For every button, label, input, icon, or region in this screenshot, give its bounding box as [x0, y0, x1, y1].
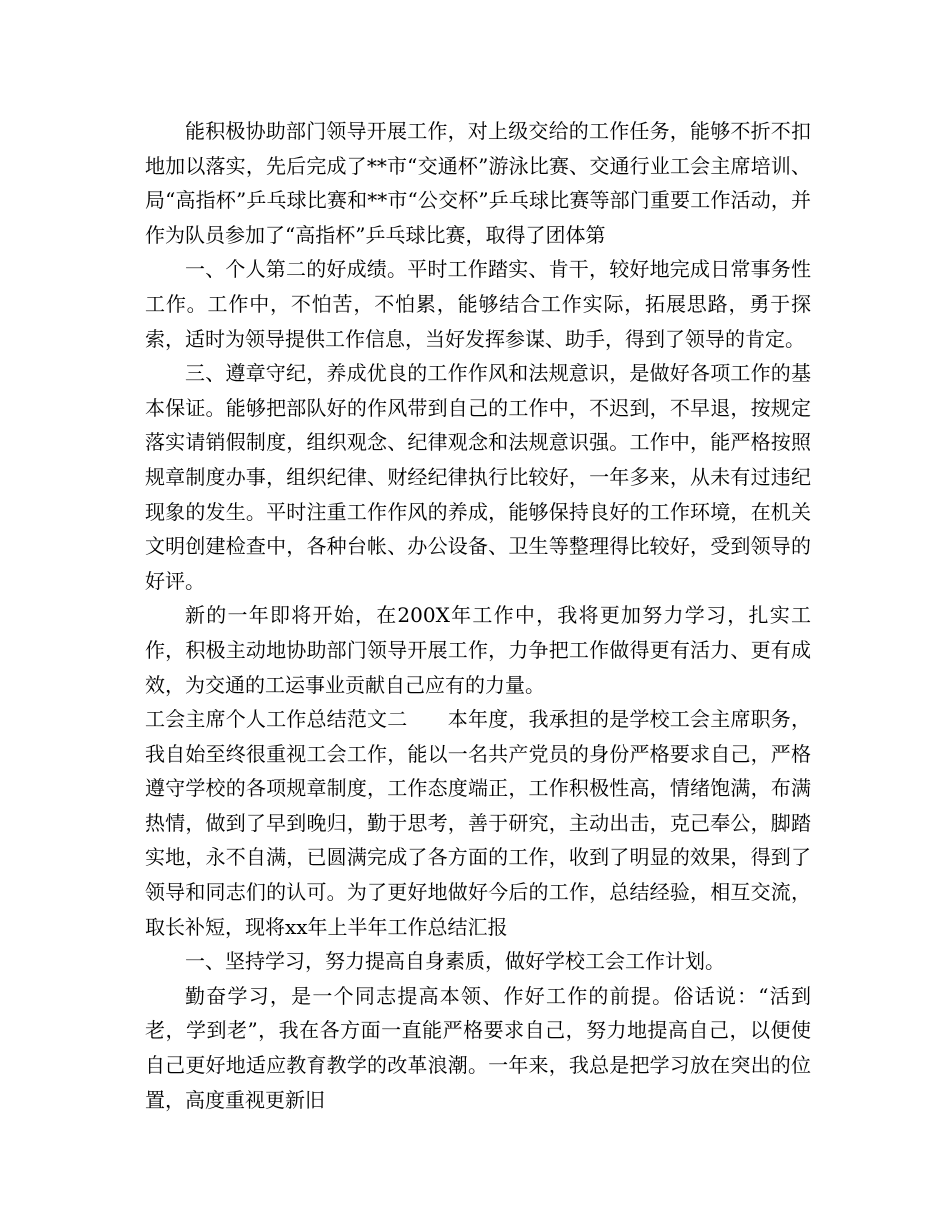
paragraph-2: 一、个人第二的好成绩。平时工作踏实、肯干，较好地完成日常事务性工作。工作中，不怕苦，不怕累，能够结合工作实际，拓展思路，勇于探索，适时为领导提供工作信息，当好发挥参谋、助手，得到了领导的肯定。 — [145, 257, 811, 351]
paragraph-7: 勤奋学习，是一个同志提高本领、作好工作的前提。俗话说：“活到老，学到老”，我在各方面一直能严格要求自己，努力地提高自己，以便使自己更好地适应教育教学的改革浪潮。一年来，我总是把学习放在突出的位置，高度重视更新旧 — [145, 983, 811, 1112]
paragraph-5: 工会主席个人工作总结范文二 本年度，我承担的是学校工会主席职务，我自始至终很重视工会工作，能以一名共产党员的身份严格要求自己，严格遵守学校的各项规章制度，工作态度端正，工作积极性高，情绪饱满，布满热情，做到了早到晚归，勤于思考，善于研究，主动出击，克己奉公，脚踏实地，永不自满，已圆满完成了各方面的工作，收到了明显的效果，得到了领导和同志们的认可。为了更好地做好今后的工作，总结经验，相互交流，取长补短，现将xx年上半年工作总结汇报 — [145, 707, 811, 939]
paragraph-3: 三、遵章守纪，养成优良的工作作风和法规意识，是做好各项工作的基本保证。能够把部队好的作风带到自己的工作中，不迟到，不早退，按规定落实请销假制度，组织观念、纪律观念和法规意识强。工作中，能严格按照规章制度办事，组织纪律、财经纪律执行比较好，一年多来，从未有过违纪现象的发生。平时注重工作作风的养成，能够保持良好的工作环境，在机关文明创建检查中，各种台帐、办公设备、卫生等整理得比较好，受到领导的好评。 — [145, 361, 811, 593]
paragraph-6: 一、坚持学习，努力提高自身素质，做好学校工会工作计划。 — [185, 949, 725, 974]
paragraph-4: 新的一年即将开始，在200X年工作中，我将更加努力学习，扎实工作，积极主动地协助部门领导开展工作，力争把工作做得更有活力、更有成效，为交通的工运事业贡献自己应有的力量。 — [145, 603, 811, 697]
paragraph-1: 能积极协助部门领导开展工作，对上级交给的工作任务，能够不折不扣地加以落实，先后完成了**市“交通杯”游泳比赛、交通行业工会主席培训、局“高指杯”乒乓球比赛和**市“公交杯”乒乓球比赛等部门重要工作活动，并作为队员参加了“高指杯”乒乓球比赛，取得了团体第 — [145, 119, 811, 247]
document-body — [145, 114, 811, 1117]
